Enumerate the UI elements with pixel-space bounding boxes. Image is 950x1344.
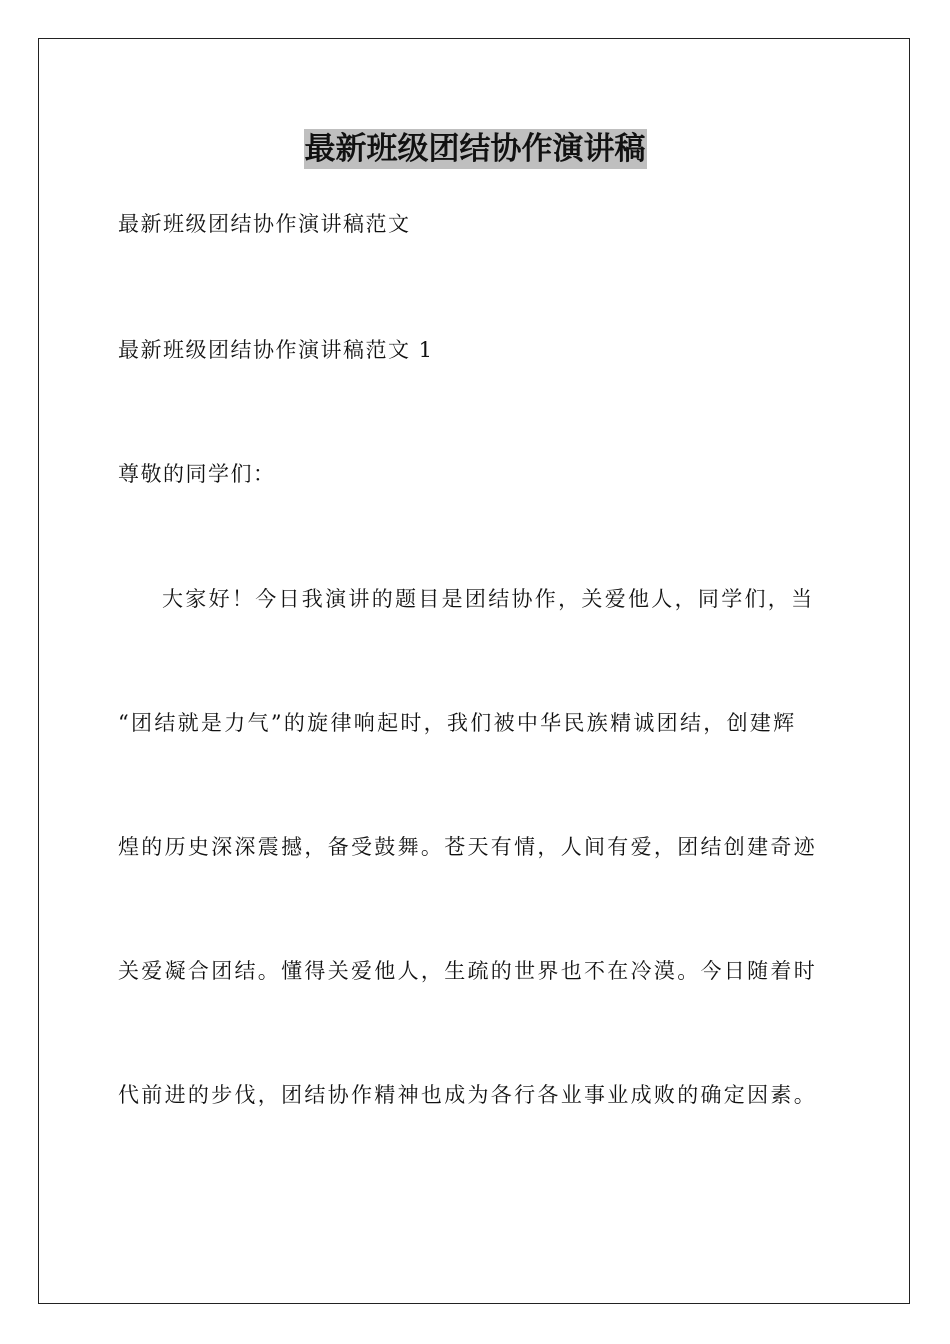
document-title (0, 128, 950, 169)
section-heading: 最新班级团结协作演讲稿范文 1 (118, 338, 434, 362)
salutation: 尊敬的同学们： (118, 462, 276, 486)
body-line: 关爱凝合团结。懂得关爱他人，生疏的世界也不在冷漠。今日随着时 (118, 959, 817, 983)
body-line: “团结就是力气”的旋律响起时，我们被中华民族精诚团结，创建辉 (118, 711, 797, 735)
document-subtitle: 最新班级团结协作演讲稿范文 (118, 212, 411, 236)
document-title-text: 最新班级团结协作演讲稿 (304, 131, 646, 167)
body-line: 大家好！今日我演讲的题目是团结协作，关爱他人，同学们，当 (162, 587, 815, 611)
body-line: 煌的历史深深震撼，备受鼓舞。苍天有情，人间有爱，团结创建奇迹 (118, 835, 817, 859)
body-line: 代前进的步伐，团结协作精神也成为各行各业事业成败的确定因素。 (118, 1083, 817, 1107)
